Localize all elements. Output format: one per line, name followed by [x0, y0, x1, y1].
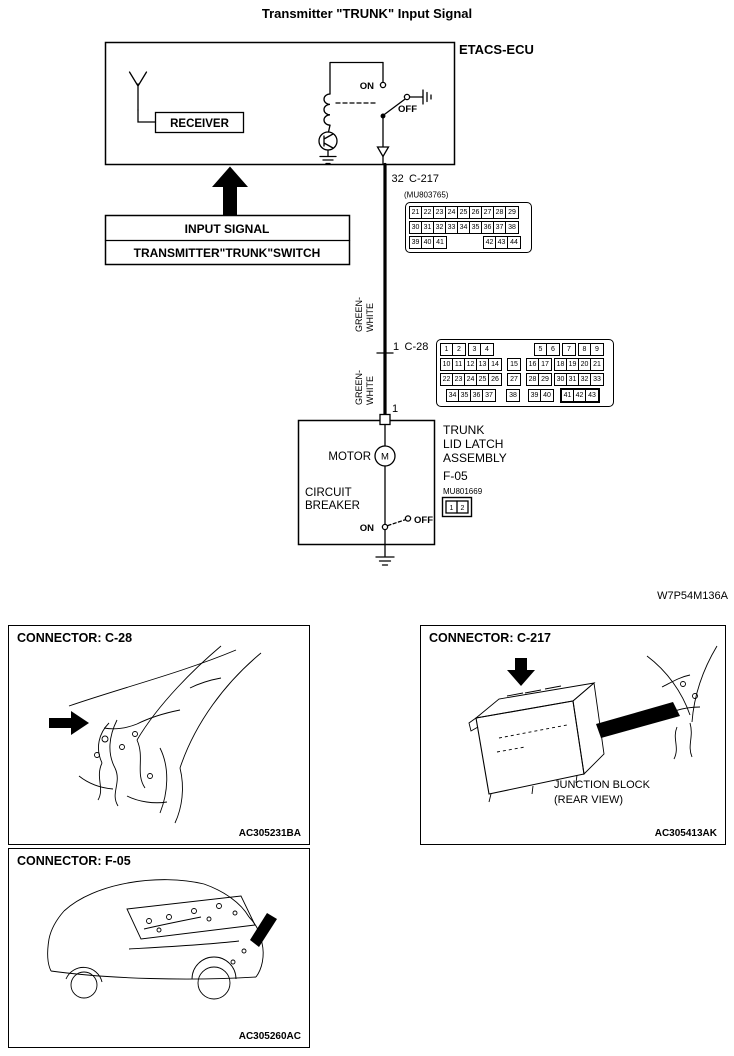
- connector-c28-pin-grid: [436, 339, 614, 407]
- latch-pin-square: [380, 415, 390, 425]
- pin-group: [440, 343, 466, 356]
- relay-off-label: OFF: [398, 104, 417, 115]
- breaker-on-label: ON: [359, 523, 374, 534]
- pin-group: [526, 373, 552, 386]
- assembly-label-1: TRUNK: [443, 423, 485, 437]
- transmitter-switch-label: TRANSMITTER"TRUNK"SWITCH: [133, 246, 321, 260]
- pin-22: 22: [422, 207, 434, 218]
- pin-19: 19: [567, 359, 579, 370]
- pin-33: 33: [446, 222, 458, 233]
- pin-4: 4: [485, 346, 489, 353]
- connector-c217-pin-grid: [405, 202, 532, 253]
- pin-group: [554, 358, 604, 371]
- breaker-off-label: OFF: [414, 515, 433, 526]
- pin-34: 34: [447, 390, 459, 401]
- pin-spacer: [496, 349, 534, 350]
- pin-row: [409, 206, 528, 219]
- pin-32: 32: [579, 374, 591, 385]
- pin-18: 18: [555, 359, 567, 370]
- f05-location-illustration: [9, 849, 308, 1046]
- connector-f05-location-box: [8, 848, 310, 1048]
- pin-group: [507, 358, 521, 371]
- pin-21: 21: [593, 361, 601, 368]
- pin-35: 35: [470, 222, 482, 233]
- pin-group: [506, 389, 520, 402]
- junction-block-caption-line1: JUNCTION BLOCK: [554, 779, 650, 791]
- connector-c217-location-box: [420, 625, 726, 845]
- pin-26: 26: [491, 376, 499, 383]
- connector-c28-label: C-28: [404, 341, 429, 353]
- pin-group: [528, 389, 554, 402]
- pin-row: [440, 373, 610, 386]
- pin-17: 17: [541, 361, 549, 368]
- pin-38: 38: [508, 224, 516, 231]
- f05-connector-icon: [443, 498, 472, 517]
- pin-spacer: [498, 395, 506, 396]
- pin-7: 7: [567, 346, 571, 353]
- pin-3: 3: [469, 344, 481, 355]
- f05-code-label: MU801669: [443, 487, 483, 496]
- pin-14: 14: [491, 361, 499, 368]
- pin-31: 31: [422, 222, 434, 233]
- connector-c28-location-box: [8, 625, 310, 845]
- pin-25: 25: [477, 374, 489, 385]
- pin-32-label: 32: [391, 173, 404, 185]
- pin-30: 30: [555, 374, 567, 385]
- c28-location-arrow: [49, 711, 89, 735]
- pin-group: [562, 343, 576, 356]
- connector-pin-triangle: [378, 147, 389, 157]
- wire-color-upper-1: GREEN-: [354, 296, 364, 332]
- transistor-icon: [319, 132, 337, 150]
- figure-ref-code: W7P54M136A: [657, 590, 728, 602]
- pin-group: [507, 373, 521, 386]
- pin-23: 23: [434, 207, 446, 218]
- pin-25: 25: [458, 207, 470, 218]
- breaker-label-1: CIRCUIT: [305, 487, 352, 499]
- junction-block-caption-line2: (REAR VIEW): [554, 794, 624, 806]
- pin-1-lower-label: 1: [392, 403, 399, 415]
- c217-location-arrow-small: [507, 658, 535, 686]
- receiver-label: RECEIVER: [170, 118, 229, 130]
- f05-figure-code: AC305260AC: [238, 1031, 301, 1042]
- assembly-label-3: ASSEMBLY: [443, 451, 507, 465]
- connector-c28-location-title: CONNECTOR: C-28: [17, 631, 133, 645]
- pin-1-upper-label: 1: [393, 341, 400, 353]
- pin-group: [440, 373, 502, 386]
- c217-code-label: (MU803765): [404, 190, 449, 200]
- pin-28: 28: [527, 374, 539, 385]
- pin-12: 12: [465, 359, 477, 370]
- f05-pin-2: 2: [460, 505, 465, 512]
- input-signal-label: INPUT SIGNAL: [184, 222, 270, 236]
- pin-42: 42: [574, 390, 586, 401]
- relay-coil-icon: [324, 94, 330, 125]
- switch-on-contact: [380, 82, 385, 87]
- pin-5: 5: [535, 344, 547, 355]
- pin-24: 24: [465, 374, 477, 385]
- pin-26: 26: [470, 207, 482, 218]
- pin-37: 37: [485, 392, 493, 399]
- c28-figure-code: AC305231BA: [238, 828, 301, 839]
- pin-16: 16: [527, 359, 539, 370]
- pin-group: [409, 221, 519, 234]
- pin-row: [440, 388, 610, 403]
- breaker-switch-symbol: [382, 516, 410, 530]
- pin-group: [483, 236, 521, 249]
- assembly-label-2: LID LATCH: [443, 437, 504, 451]
- pin-36: 36: [482, 222, 494, 233]
- pin-29: 29: [508, 209, 516, 216]
- pin-34: 34: [458, 222, 470, 233]
- c217-figure-code: AC305413AK: [654, 828, 717, 839]
- f05-location-arrow: [250, 913, 277, 947]
- pin-11: 11: [453, 359, 465, 370]
- pin-41: 41: [562, 390, 574, 401]
- pin-37: 37: [494, 222, 506, 233]
- wire-color-upper-2: WHITE: [365, 303, 375, 332]
- pin-row: [440, 343, 610, 356]
- page-title: Transmitter "TRUNK" Input Signal: [261, 6, 473, 21]
- pin-group: [446, 389, 496, 402]
- wire-color-lower-2: WHITE: [365, 376, 375, 405]
- pin-35: 35: [459, 390, 471, 401]
- c217-location-illustration: [421, 626, 724, 843]
- pin-23: 23: [453, 374, 465, 385]
- pin-group: [534, 343, 560, 356]
- pin-15: 15: [510, 361, 518, 368]
- pin-9: 9: [595, 346, 599, 353]
- connector-c217-location-title: CONNECTOR: C-217: [429, 631, 552, 645]
- motor-label: MOTOR: [328, 451, 371, 463]
- junction-block-caption: [554, 778, 650, 808]
- connector-f05-location-title: CONNECTOR: F-05: [17, 854, 131, 868]
- pin-group: [526, 358, 552, 371]
- relay-on-label: ON: [359, 81, 374, 92]
- pin-36: 36: [471, 390, 483, 401]
- pin-33: 33: [593, 376, 601, 383]
- pin-group: [560, 388, 600, 403]
- pin-29: 29: [541, 376, 549, 383]
- pin-31: 31: [567, 374, 579, 385]
- pin-27: 27: [482, 207, 494, 218]
- pin-6: 6: [551, 346, 555, 353]
- pin-24: 24: [446, 207, 458, 218]
- pin-43: 43: [496, 237, 508, 248]
- pin-13: 13: [477, 359, 489, 370]
- pin-40: 40: [422, 237, 434, 248]
- connector-c217-label: C-217: [409, 173, 439, 185]
- pin-1: 1: [441, 344, 453, 355]
- pin-42: 42: [484, 237, 496, 248]
- pin-39: 39: [410, 237, 422, 248]
- pin-2: 2: [457, 346, 461, 353]
- pin-27: 27: [510, 376, 518, 383]
- pin-43: 43: [588, 392, 596, 399]
- wire-color-lower-1: GREEN-: [354, 369, 364, 405]
- pin-group: [468, 343, 494, 356]
- motor-m-label: M: [381, 451, 389, 463]
- pin-30: 30: [410, 222, 422, 233]
- pin-group: [578, 343, 604, 356]
- connector-f05-label: F-05: [443, 469, 468, 483]
- pin-row: [440, 358, 610, 371]
- pin-41: 41: [436, 239, 444, 246]
- ground-symbol: [376, 557, 394, 565]
- pin-22: 22: [441, 374, 453, 385]
- pin-28: 28: [494, 207, 506, 218]
- f05-pin-1: 1: [449, 505, 454, 512]
- pin-8: 8: [579, 344, 591, 355]
- pin-spacer: [449, 242, 483, 243]
- pin-32: 32: [434, 222, 446, 233]
- input-signal-arrow: [212, 167, 248, 216]
- etacs-ecu-label: ETACS-ECU: [459, 42, 534, 57]
- pin-44: 44: [510, 239, 518, 246]
- c217-location-arrow-wedge: [596, 702, 680, 738]
- pin-21: 21: [410, 207, 422, 218]
- antenna-icon: [130, 72, 156, 122]
- pin-40: 40: [543, 392, 551, 399]
- pin-group: [409, 206, 519, 219]
- switch-off-contact: [404, 94, 409, 99]
- pin-row: [409, 221, 528, 234]
- breaker-label-2: BREAKER: [305, 500, 360, 512]
- c28-location-illustration: [9, 626, 308, 843]
- pin-group: [409, 236, 447, 249]
- pin-20: 20: [579, 359, 591, 370]
- pin-row: [409, 236, 528, 249]
- pin-10: 10: [441, 359, 453, 370]
- pin-39: 39: [529, 390, 541, 401]
- pin-group: [554, 373, 604, 386]
- pin-group: [440, 358, 502, 371]
- pin-38: 38: [509, 392, 517, 399]
